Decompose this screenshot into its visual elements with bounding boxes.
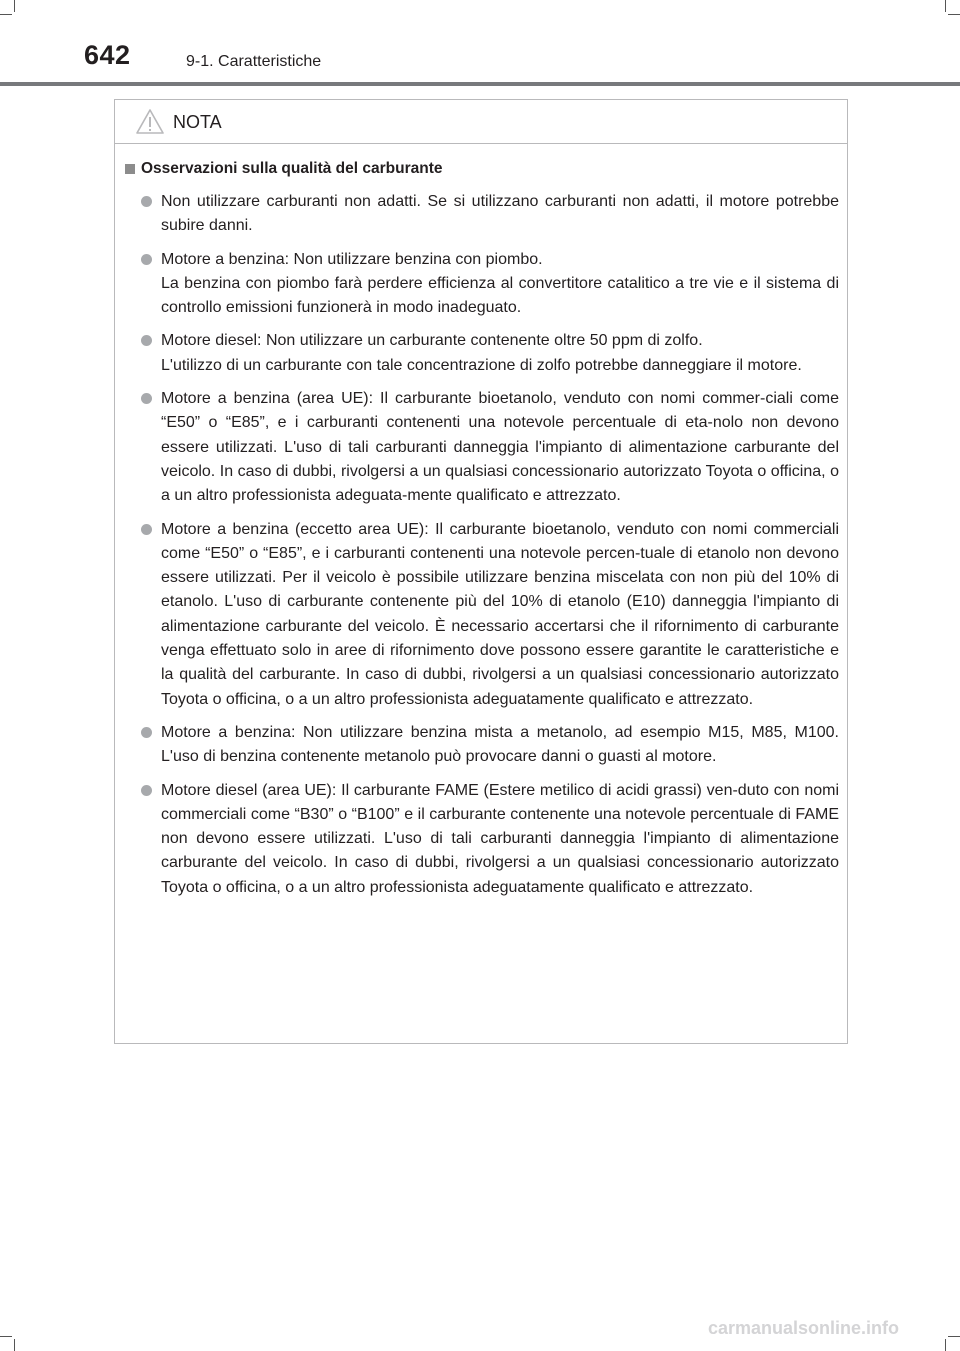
item-paragraph: L'utilizzo di un carburante con tale concentrazione di zolfo potrebbe danneggiare il motore. — [161, 356, 802, 374]
list-item — [125, 329, 839, 378]
list-item — [125, 779, 839, 900]
notice-subheading — [125, 160, 839, 178]
watermark: carmanualsonline.info — [708, 1318, 900, 1338]
header-rule — [0, 82, 960, 86]
bullet-dot-icon — [141, 254, 152, 265]
item-paragraph: Motore a benzina (area UE): Il carburante bioetanolo, venduto con nomi commer-ciali come “E50” o “E85”, e i carburanti contenenti una notevole percentuale di eta-nolo non devono essere utilizzati. L'uso di tali carburanti danneggia l'impianto di alimentazione carburante del veicolo. In caso di dubbi, rivolgersi a un qualsiasi concessionario autorizzato Toyota o officina, o a un altro professionista adeguata-mente qualificato e attrezzato. — [161, 390, 839, 505]
item-paragraph: La benzina con piombo farà perdere efficienza al convertitore catalitico a tre vie e il sistema di controllo emissioni funzionerà in modo inadeguato. — [161, 274, 839, 317]
item-paragraph: Motore a benzina: Non utilizzare benzina con piombo. — [161, 250, 543, 268]
bullet-dot-icon — [141, 727, 152, 738]
list-item-text — [161, 721, 839, 770]
list-item — [125, 518, 839, 712]
list-item-text — [161, 779, 839, 900]
section-title: 9-1. Caratteristiche — [186, 53, 322, 70]
page-number: 642 — [84, 40, 131, 70]
item-paragraph: Motore a benzina (eccetto area UE): Il carburante bioetanolo, venduto con nomi commerciali come “E50” o “E85”, e i carburanti contenenti una notevole percen-tuale di etanolo non devono essere utilizzati. Per il veicolo è possibile utilizzare benzina miscelata con non più del 10% di etanolo. L'uso di carburante contenente più del 10% di etanolo (E10) danneggia l'impianto di alimentazione carburante del veicolo. È necessario accertarsi che il rifornimento di carburante venga effettuato solo in aree di rifornimento dove possono essere garantite le caratteristiche e la qualità del carburante. In caso di dubbi, rivolgersi a un qualsiasi concessionario autorizzato Toyota o officina, o a un altro professionista adeguatamente qualificato e attrezzato. — [161, 520, 839, 708]
crop-mark — [0, 1336, 12, 1337]
list-item-text — [161, 248, 839, 321]
item-paragraph: Motore diesel: Non utilizzare un carburante contenente oltre 50 ppm di zolfo. — [161, 332, 703, 350]
item-paragraph: Non utilizzare carburanti non adatti. Se si utilizzano carburanti non adatti, il motore potrebbe subire danni. — [161, 193, 839, 235]
list-item-text — [161, 190, 839, 239]
list-item-text — [161, 387, 839, 508]
notice-header — [115, 100, 847, 144]
subheading-text: Osservazioni sulla qualità del carburante — [141, 160, 443, 177]
notice-body — [115, 144, 847, 900]
list-item — [125, 248, 839, 321]
notice-title: NOTA — [173, 112, 222, 132]
crop-mark — [948, 1336, 960, 1337]
list-item — [125, 721, 839, 770]
bullet-dot-icon — [141, 393, 152, 404]
notice-box — [114, 99, 848, 1044]
crop-mark — [14, 1339, 15, 1351]
crop-mark — [945, 1339, 946, 1351]
list-item — [125, 190, 839, 239]
bullet-dot-icon — [141, 335, 152, 346]
page-header — [0, 0, 960, 92]
bullet-dot-icon — [141, 785, 152, 796]
list-item — [125, 387, 839, 508]
square-bullet-icon — [125, 164, 135, 174]
list-item-text — [161, 329, 839, 378]
item-paragraph: Motore a benzina: Non utilizzare benzina mista a metanolo, ad esempio M15, M85, M100. L'uso di benzina contenente metanolo può provocare danni o guasti al motore. — [161, 723, 839, 766]
item-paragraph: Motore diesel (area UE): Il carburante FAME (Estere metilico di acidi grassi) ven-duto con nomi commerciali come “B30” o “B100” e il carburante contenente una notevole percentuale di FAME non devono essere utilizzati. L'uso di tali carburanti danneggia l'impianto di alimentazione carburante del veicolo. In caso di dubbi, rivolgersi a un qualsiasi concessionario autorizzato Toyota o officina, o a un altro professionista adeguatamente qualificato e attrezzato. — [161, 781, 839, 896]
list-item-text — [161, 518, 839, 712]
warning-triangle-icon — [135, 108, 165, 140]
bullet-dot-icon — [141, 196, 152, 207]
bullet-dot-icon — [141, 524, 152, 535]
